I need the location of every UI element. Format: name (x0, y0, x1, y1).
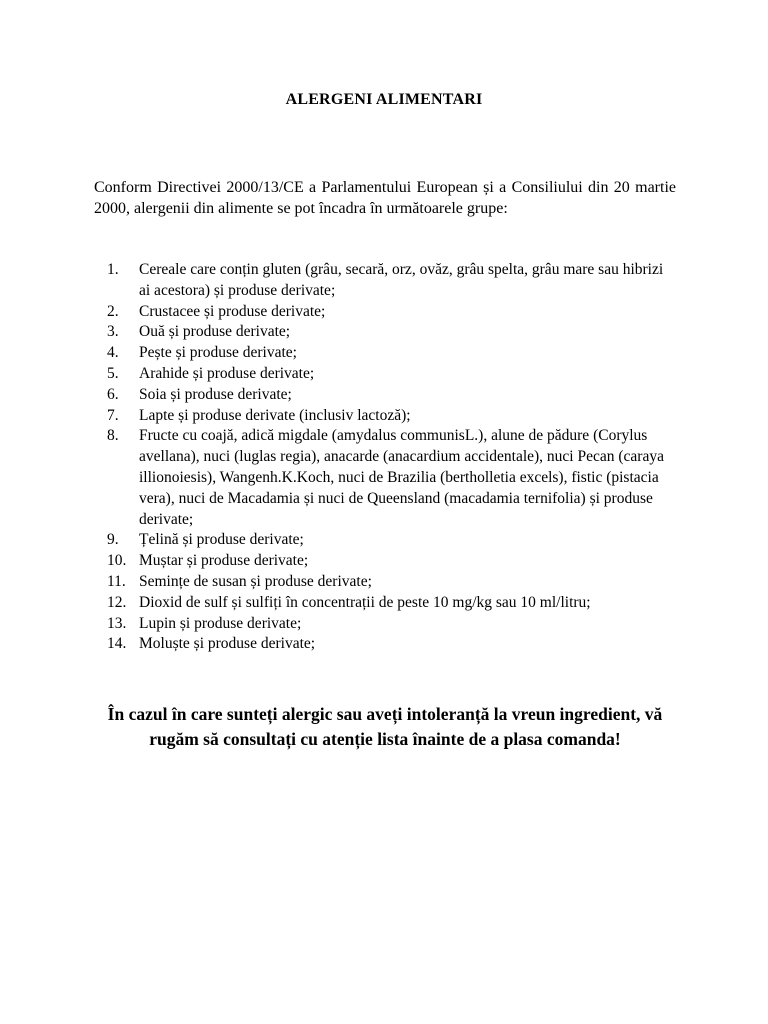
list-item (107, 364, 677, 385)
list-item (107, 593, 677, 614)
list-item-text: Arahide și produse derivate; (139, 364, 315, 382)
list-item-text: Dioxid de sulf și sulfiți în concentrații de peste 10 mg/kg sau 10 ml/litru; (139, 593, 591, 611)
list-item-number: 1. (107, 261, 119, 278)
list-item-number: 13. (107, 614, 127, 632)
list-item-number: 5. (107, 364, 119, 382)
list-item-text: Țelină și produse derivate; (139, 531, 304, 549)
allergen-list (107, 260, 677, 655)
list-item-text: Soia și produse derivate; (139, 385, 292, 403)
list-item-number: 9. (107, 531, 119, 549)
list-item-number: 3. (107, 323, 119, 341)
list-item-number: 14. (107, 635, 127, 653)
list-item-text: Moluște și produse derivate; (139, 635, 316, 653)
list-item (107, 260, 677, 302)
list-item (107, 530, 677, 551)
list-item (107, 634, 677, 655)
document-title: ALERGENI ALIMENTARI (285, 91, 483, 108)
list-item-text: Muștar și produse derivate; (139, 552, 309, 570)
list-item (107, 551, 677, 572)
list-item-text: Ouă și produse derivate; (139, 323, 291, 341)
list-item-text: Crustacee și produse derivate; (139, 302, 326, 320)
list-item-number: 6. (107, 385, 119, 403)
list-item-number: 8. (107, 427, 119, 445)
allergy-notice: În cazul în care sunteți alergic sau aveți intoleranță la vreun ingredient, vă rugăm să consultați cu atenție lista înainte de a plasa comanda! (107, 704, 663, 749)
list-item-number: 7. (107, 406, 119, 424)
list-item-number: 4. (107, 344, 119, 362)
list-item-text: Semințe de susan și produse derivate; (139, 572, 372, 590)
list-item-number: 11. (107, 572, 126, 590)
list-item (107, 343, 677, 364)
list-item-text: Lapte și produse derivate (inclusiv lactoză); (139, 406, 411, 424)
list-item-text: Lupin și produse derivate; (139, 614, 302, 632)
list-item-text: Pește și produse derivate; (139, 344, 297, 362)
list-item (107, 614, 677, 635)
list-item-number: 2. (107, 302, 119, 320)
list-item-number: 12. (107, 593, 127, 611)
list-item (107, 322, 677, 343)
list-item (107, 406, 677, 427)
list-item-text: Fructe cu coajă, adică migdale (amydalus communisL.), alune de pădure (Corylus avellana), nuci (luglas regia), anacarde (anacardium accidentale), nuci Pecan (caraya illionoiesis), Wangenh.K.Koch, nuci de Brazilia (bertholletia excels), fistic (pistacia vera), nuci de Macadamia și nuci de Queensland (macadamia ternifolia) și produse derivate; (139, 427, 664, 528)
list-item (107, 302, 677, 323)
list-item (107, 572, 677, 593)
intro-paragraph: Conform Directivei 2000/13/CE a Parlamentului European și a Consiliului din 20 martie 2000, alergenii din alimente se pot încadra în următoarele grupe: (94, 179, 676, 217)
list-item (107, 385, 677, 406)
list-item-text: Cereale care conțin gluten (grâu, secară, orz, ovăz, grâu spelta, grâu mare sau hibrizi ai acestora) și produse derivate; (139, 261, 664, 299)
list-item-number: 10. (107, 552, 127, 570)
list-item (107, 426, 677, 530)
